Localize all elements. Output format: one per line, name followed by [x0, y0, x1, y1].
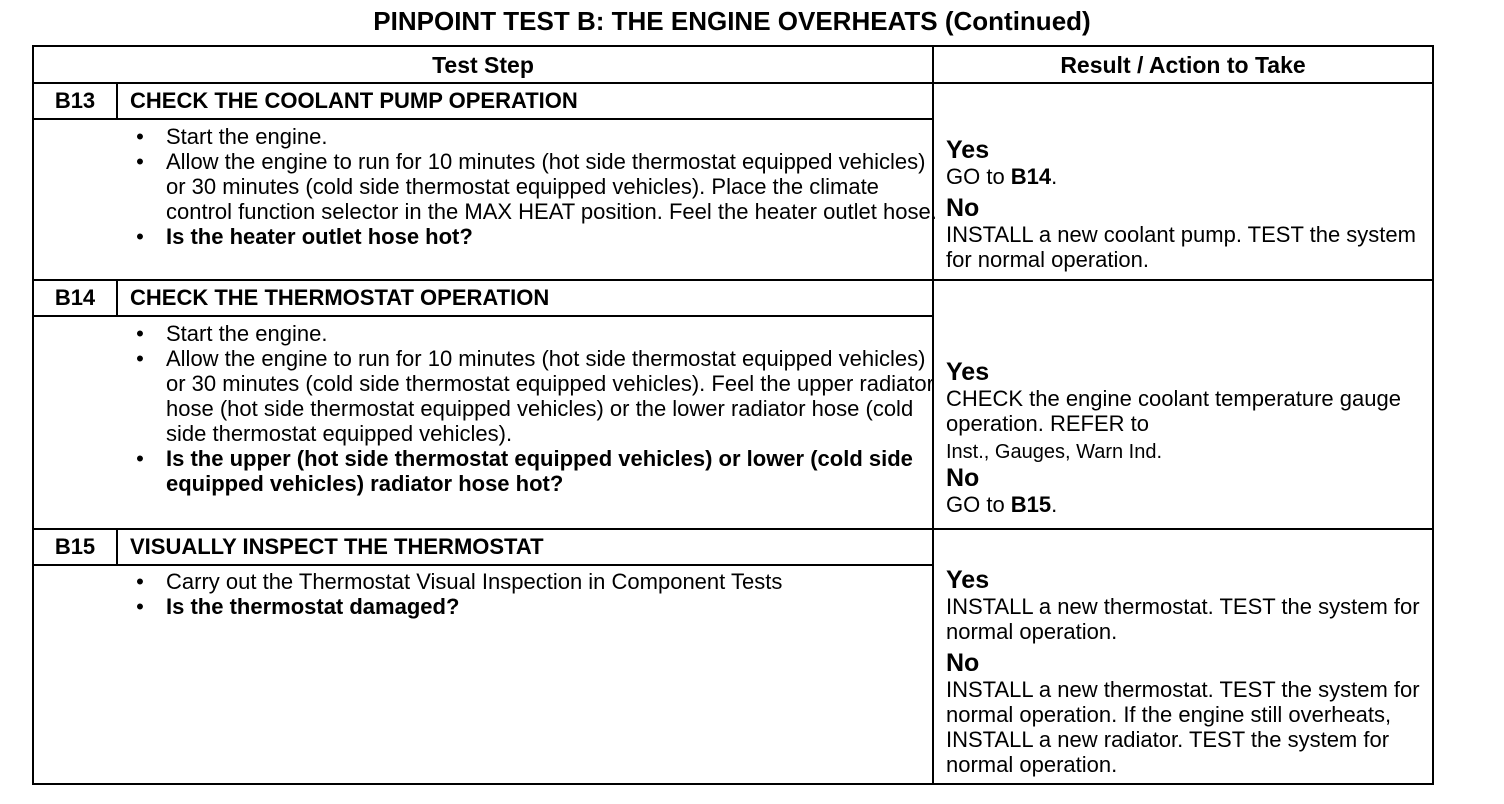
step-id-b15: B15 [54, 534, 96, 559]
step-reference: B15 [1010, 492, 1052, 517]
step-question: • Is the heater outlet hose hot? [120, 224, 940, 249]
result-b14 [946, 359, 1426, 517]
step-title-underline [34, 315, 932, 317]
no-action: INSTALL a new coolant pump. TEST the system for normal operation. [946, 222, 1416, 272]
bullet-icon: • [136, 321, 144, 346]
bullet-icon: • [136, 149, 144, 174]
yes-label: Yes [946, 358, 990, 386]
list-item: • Allow the engine to run for 10 minutes (hot side thermostat equipped vehicles) or 30 minutes (cold side thermostat equipped vehicles). Feel the upper radiator hose (hot side thermostat equipped vehicles) or the lower radiator hose (cold side thermostat equipped vehicles). [120, 346, 940, 446]
bullet-icon: • [136, 446, 144, 471]
step-b13-instructions [120, 124, 940, 249]
step-b14-instructions [120, 321, 940, 496]
result-b13 [946, 137, 1426, 272]
result-b15 [946, 567, 1426, 777]
step-title-underline [34, 564, 932, 566]
step-question: • Is the upper (hot side thermostat equipped vehicles) or lower (cold side equipped vehicles) radiator hose hot? [120, 446, 940, 496]
step-title-b15: VISUALLY INSPECT THE THERMOSTAT [130, 534, 544, 559]
step-b15-instructions [120, 569, 840, 619]
pinpoint-test-table [32, 45, 1434, 785]
header-test-step: Test Step [432, 52, 534, 78]
no-label: No [946, 194, 980, 222]
bullet-icon: • [136, 224, 144, 249]
bullet-icon: • [136, 569, 144, 594]
no-action: GO to B15. [946, 492, 1058, 517]
bullet-icon: • [136, 594, 144, 619]
step-id-b14: B14 [54, 285, 96, 310]
yes-action: CHECK the engine coolant temperature gauge operation. REFER to [946, 386, 1401, 436]
yes-action: INSTALL a new thermostat. TEST the system for normal operation. [946, 594, 1420, 644]
step-title-underline [34, 118, 932, 120]
step-id-b13: B13 [54, 88, 96, 113]
list-item: • Allow the engine to run for 10 minutes (hot side thermostat equipped vehicles) or 30 minutes (cold side thermostat equipped vehicles). Place the climate control function selector in the MAX HEAT position. Feel the heater outlet hose. [120, 149, 940, 224]
step-id-divider [116, 281, 118, 315]
yes-label: Yes [946, 136, 990, 164]
no-action: INSTALL a new thermostat. TEST the system for normal operation. If the engine still overheats, INSTALL a new radiator. TEST the system for normal operation. [946, 677, 1420, 777]
bullet-icon: • [136, 346, 144, 371]
page-title: PINPOINT TEST B: THE ENGINE OVERHEATS (Continued) [373, 6, 1091, 36]
bullet-icon: • [136, 124, 144, 149]
yes-label: Yes [946, 566, 990, 594]
step-id-divider [116, 84, 118, 118]
no-label: No [946, 464, 980, 492]
step-question: • Is the thermostat damaged? [120, 594, 840, 619]
list-item: • Start the engine. [120, 124, 940, 149]
manual-reference: Inst., Gauges, Warn Ind. [946, 441, 1163, 463]
step-reference: B14 [1010, 164, 1052, 189]
step-id-divider [116, 530, 118, 564]
yes-action: GO to B14. [946, 164, 1058, 189]
step-title-b13: CHECK THE COOLANT PUMP OPERATION [130, 88, 578, 113]
step-title-b14: CHECK THE THERMOSTAT OPERATION [130, 285, 550, 310]
no-label: No [946, 649, 980, 677]
header-result-action: Result / Action to Take [1060, 52, 1306, 78]
list-item: • Start the engine. [120, 321, 940, 346]
list-item: • Carry out the Thermostat Visual Inspection in Component Tests [120, 569, 840, 594]
